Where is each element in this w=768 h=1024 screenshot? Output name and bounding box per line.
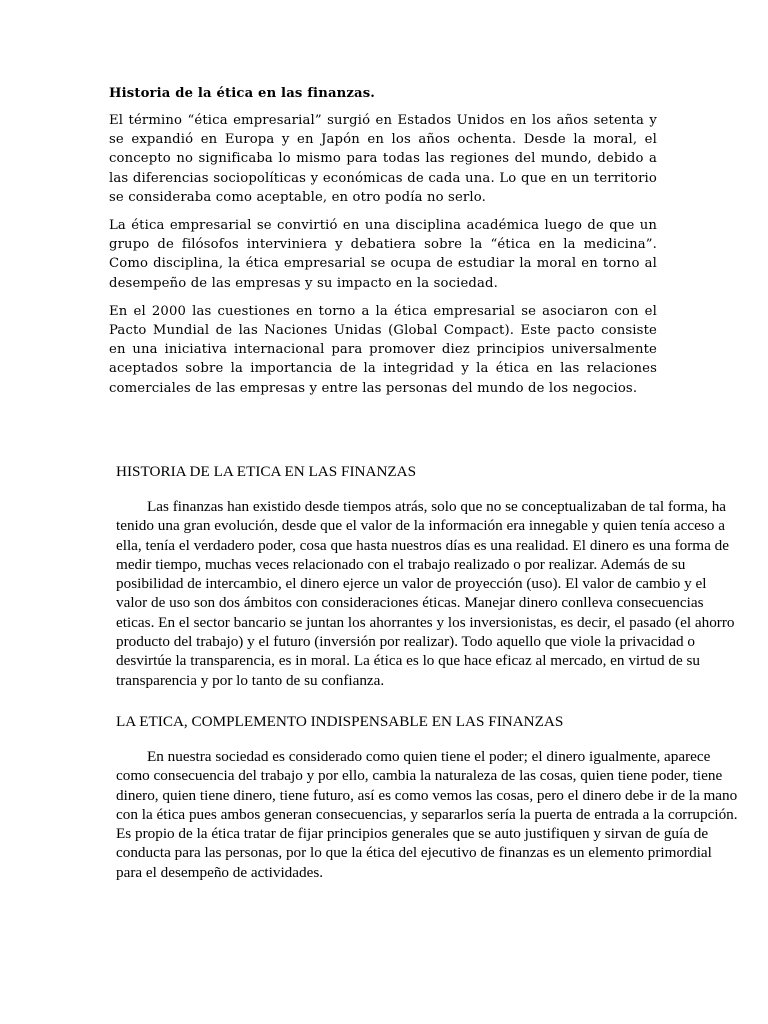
section-title: Historia de la ética en las finanzas. — [109, 86, 376, 101]
paragraph-pacto-mundial: En el 2000 las cuestiones en torno a la ética empresarial se asociaron con el Pacto Mundial de las Naciones Unidas (Global Compact). Este pacto consiste en una iniciativa internacional para promover diez principios universalmente aceptados sobre la importancia de la integridad y la ética en las relaciones comerciales de las empresas y entre las personas del mundo de los negocios. — [109, 303, 657, 396]
section-finanzas — [116, 462, 738, 904]
paragraph-origen: El término “ética empresarial” surgió en Estados Unidos en los años setenta y se expandió en Europa y en Japón en los años ochenta. Desde la moral, el concepto no significaba lo mismo para todas las regiones del mundo, debido a las diferencias sociopolíticas y económicas de cada una. Lo que en un territorio se consideraba como aceptable, en otro podía no serlo. — [109, 113, 657, 205]
heading-historia-finanzas: HISTORIA DE LA ETICA EN LAS FINANZAS — [116, 463, 417, 480]
paragraph-complemento: En nuestra sociedad es considerado como quien tiene el poder; el dinero igualmente, aparece como consecuencia del trabajo y por ello, cambia la naturaleza de las cosas, quien tiene poder, tiene dinero, quien tiene dinero, tiene futuro, así es como vemos las cosas, pero el dinero debe ir de la mano con la ética pues ambos generan consecuencias, y separarlos sería la puerta de entrada a la corrupción. Es propio de la ética tratar de fijar principios generales que se auto justifiquen y sirvan de guía de conducta para las personas, por lo que la ética del ejecutivo de finanzas es un elemento primordial para el desempeño de actividades. — [116, 747, 738, 881]
paragraph-finanzas: Las finanzas han existido desde tiempos atrás, solo que no se conceptualizaban de tal forma, ha tenido una gran evolución, desde que el valor de la información era innegable y quien tenía acceso a ella, tenía el verdadero poder, cosa que hasta nuestros días es una realidad. El dinero es una forma de medir tiempo, muchas veces relacionado con el trabajo realizado o por realizar. Además de su posibilidad de intercambio, el dinero ejerce un valor de proyección (uso). El valor de cambio y el valor de uso son dos ámbitos con consideraciones éticas. Manejar dinero conlleva consecuencias eticas. En el sector bancario se juntan los ahorrantes y los inversionistas, es decir, el pasado (el ahorro producto del trabajo) y el futuro (inversión por realizar). Todo aquello que viole la privacidad o desvirtúe la transparencia, es in moral. La ética es lo que hace eficaz al mercado, en virtud de su transparencia y por lo tanto de su confianza. — [116, 498, 735, 689]
section-historia-etica — [109, 84, 657, 407]
heading-complemento: LA ETICA, COMPLEMENTO INDISPENSABLE EN LAS FINANZAS — [116, 712, 564, 730]
paragraph-disciplina: La ética empresarial se convirtió en una disciplina académica luego de que un grupo de filósofos interviniera y debatiera sobre la “ética en la medicina”. Como disciplina, la ética empresarial se ocupa de estudiar la moral en torno al desempeño de las empresas y su impacto en la sociedad. — [109, 218, 657, 291]
